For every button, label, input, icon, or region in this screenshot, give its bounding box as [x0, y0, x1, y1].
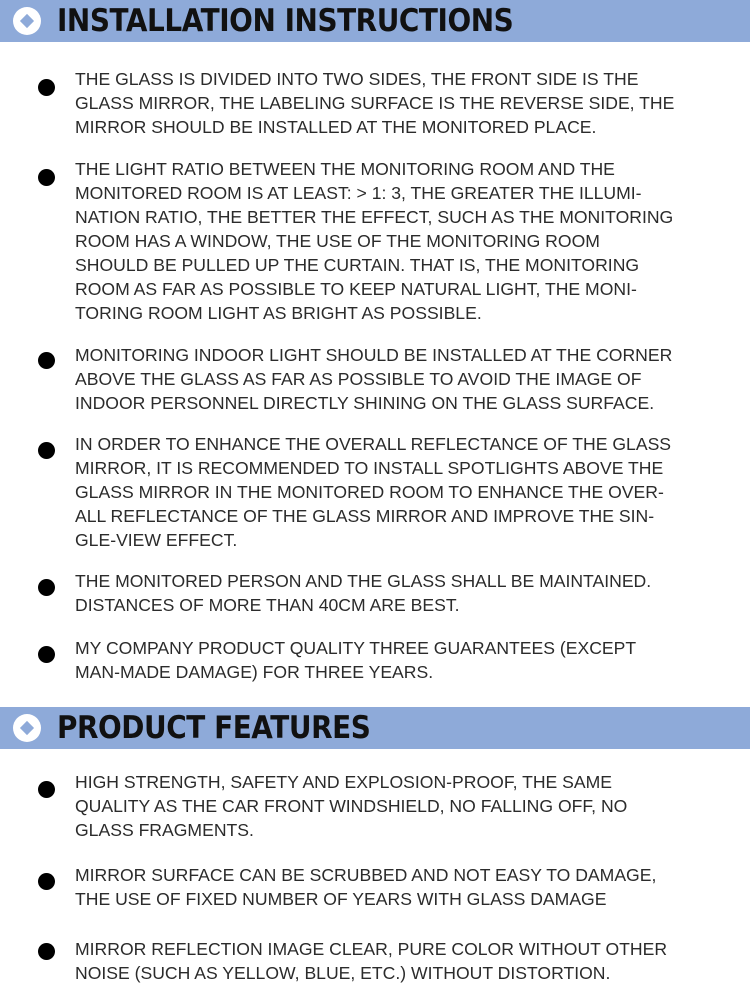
diamond-badge-icon — [13, 7, 41, 35]
bullet-icon — [38, 781, 55, 798]
list-item-text: MONITORING INDOOR LIGHT SHOULD BE INSTALLED AT THE CORNER ABOVE THE GLASS AS FAR AS POSSIBLE TO AVOID THE IMAGE OF INDOOR PERSONNEL DIRECTLY SHINING ON THE GLASS SURFACE. — [75, 345, 673, 413]
bullet-icon — [38, 943, 55, 960]
bullet-icon — [38, 169, 55, 186]
list-item-text: THE GLASS IS DIVIDED INTO TWO SIDES, THE FRONT SIDE IS THE GLASS MIRROR, THE LABELING SURFACE IS THE REVERSE SIDE, THE MIRROR SHOULD BE INSTALLED AT THE MONITORED PLACE. — [75, 69, 675, 137]
bullet-icon — [38, 79, 55, 96]
section-title: INSTALLATION INSTRUCTIONS — [57, 3, 514, 39]
list-item-text: MY COMPANY PRODUCT QUALITY THREE GUARANTEES (EXCEPT MAN-MADE DAMAGE) FOR THREE YEARS. — [75, 638, 637, 682]
bullet-icon — [38, 442, 55, 459]
list-item-text: MIRROR REFLECTION IMAGE CLEAR, PURE COLOR WITHOUT OTHER NOISE (SUCH AS YELLOW, BLUE, ETC.) WITHOUT DISTORTION. — [75, 939, 668, 983]
list-item-text: HIGH STRENGTH, SAFETY AND EXPLOSION-PROOF, THE SAME QUALITY AS THE CAR FRONT WINDSHIELD, NO FALLING OFF, NO GLASS FRAGMENTS. — [75, 772, 628, 840]
bullet-icon — [38, 873, 55, 890]
product-features-banner — [0, 707, 750, 749]
list-item-text: IN ORDER TO ENHANCE THE OVERALL REFLECTANCE OF THE GLASS MIRROR, IT IS RECOMMENDED TO INSTALL SPOTLIGHTS ABOVE THE GLASS MIRROR IN THE MONITORED ROOM TO ENHANCE THE OVER- ALL REFLECTANCE OF THE GLASS MIRROR AND IMPROVE THE SIN- GLE-VIEW EFFECT. — [75, 434, 672, 550]
list-item-text: MIRROR SURFACE CAN BE SCRUBBED AND NOT EASY TO DAMAGE, THE USE OF FIXED NUMBER OF YEARS WITH GLASS DAMAGE — [75, 865, 657, 909]
installation-instructions-banner — [0, 0, 750, 42]
section-title: PRODUCT FEATURES — [57, 710, 371, 746]
bullet-icon — [38, 352, 55, 369]
bullet-icon — [38, 646, 55, 663]
bullet-icon — [38, 579, 55, 596]
list-item-text: THE MONITORED PERSON AND THE GLASS SHALL BE MAINTAINED. DISTANCES OF MORE THAN 40CM ARE BEST. — [75, 571, 652, 615]
list-item-text: THE LIGHT RATIO BETWEEN THE MONITORING ROOM AND THE MONITORED ROOM IS AT LEAST: > 1: 3, THE GREATER THE ILLUMI- NATION RATIO, THE BETTER THE EFFECT, SUCH AS THE MONITORING ROOM HAS A WINDOW, THE USE OF THE MONITORING ROOM SHOULD BE PULLED UP THE CURTAIN. THAT IS, THE MONITORING ROOM AS FAR AS POSSIBLE TO KEEP NATURAL LIGHT, THE MONI- TORING ROOM LIGHT AS BRIGHT AS POSSIBLE. — [75, 159, 674, 323]
diamond-badge-icon — [13, 714, 41, 742]
